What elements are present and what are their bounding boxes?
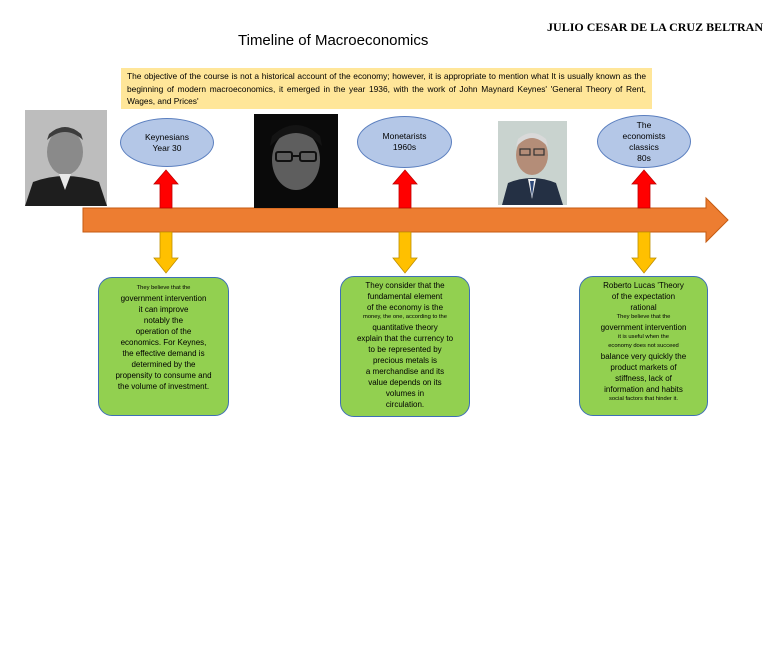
desc-line: value depends on its	[368, 378, 442, 387]
desc-line: to be represented by	[368, 345, 442, 354]
desc-line: social factors that hinder it.	[609, 396, 678, 402]
up-arrow-keynesians	[154, 170, 178, 208]
portrait-monetarist	[254, 114, 338, 208]
up-arrow-classics	[632, 170, 656, 208]
portrait-lucas	[498, 121, 567, 205]
period-keynesians-date: Year 30	[152, 142, 182, 153]
desc-line: propensity to consume and	[115, 371, 212, 380]
desc-line: it is useful when the	[618, 334, 669, 340]
desc-line: the effective demand is	[122, 349, 205, 358]
period-classics	[597, 115, 691, 168]
desc-line: volumes in	[385, 389, 425, 398]
desc-line: fundamental element	[367, 292, 443, 301]
desc-line: stiffness, lack of	[615, 374, 672, 383]
page-title: Timeline of Macroeconomics	[238, 32, 429, 49]
description-monetarists	[340, 276, 470, 417]
author-name: JULIO CESAR DE LA CRUZ BELTRAN	[547, 20, 763, 34]
description-classics	[579, 276, 708, 416]
desc-line: Roberto Lucas 'Theory	[603, 281, 684, 290]
desc-line: quantitative theory	[372, 323, 438, 332]
desc-line: of the economy is the	[366, 303, 444, 312]
desc-line: of the expectation	[611, 292, 676, 301]
intro-text: The objective of the course is not a historical account of the economy; however, it is appropriate to mention what It is usually known as the beginning of modern macroeconomics, it emerged in the year 1936, with the work of John Maynard Keynes' 'General Theory of Rent, Wages, and Prices'	[121, 68, 652, 109]
desc-line: They believe that the	[616, 314, 671, 320]
period-classics-line2: economists	[622, 130, 666, 141]
desc-line: economy does not succeed	[608, 343, 679, 349]
down-arrow-monetarists	[393, 232, 417, 273]
desc-line: They consider that the	[365, 281, 445, 290]
period-keynesians-label: Keynesians	[145, 131, 189, 142]
desc-line: They believe that the	[136, 285, 191, 291]
description-keynesians	[98, 277, 229, 416]
period-monetarists-date: 1960s	[392, 142, 417, 152]
desc-line: government intervention	[120, 294, 207, 303]
desc-line: balance very quickly the	[600, 352, 687, 361]
up-arrow-monetarists	[393, 170, 417, 208]
desc-line: economics. For Keynes,	[120, 338, 207, 347]
portrait-keynes	[25, 110, 107, 206]
down-arrow-classics	[632, 232, 656, 273]
desc-line: operation of the	[135, 327, 192, 336]
desc-line: a merchandise and its	[365, 367, 445, 376]
desc-line: government intervention	[600, 323, 687, 332]
desc-line: it can improve	[138, 305, 189, 314]
desc-line: money, the one, according to the	[362, 314, 447, 320]
desc-line: circulation.	[385, 400, 425, 409]
desc-line: information and habits	[604, 385, 683, 394]
desc-line: product markets of	[610, 363, 677, 372]
period-classics-line3: classics	[629, 141, 659, 152]
desc-line: precious metals is	[372, 356, 438, 365]
period-classics-line1: The	[636, 119, 652, 130]
desc-line: rational	[630, 303, 657, 312]
down-arrow-keynesians	[154, 232, 178, 273]
period-monetarists	[357, 116, 452, 168]
desc-line: notably the	[143, 316, 184, 325]
period-classics-date: 80s	[637, 152, 651, 163]
period-monetarists-label: Monetarists	[382, 131, 427, 141]
desc-line: explain that the currency to	[356, 334, 454, 343]
desc-line: the volume of investment.	[117, 382, 210, 391]
desc-line: determined by the	[131, 360, 196, 369]
period-keynesians	[120, 118, 214, 167]
